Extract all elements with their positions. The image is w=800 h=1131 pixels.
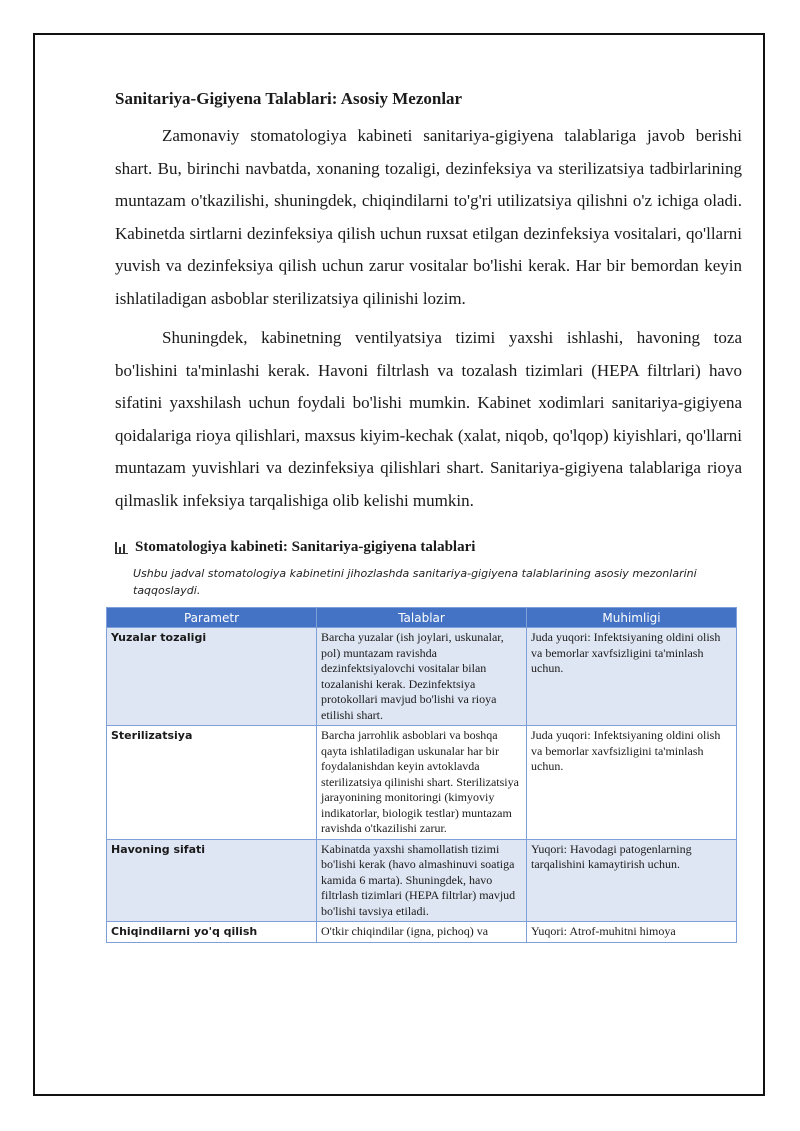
- cell-parametr: Yuzalar tozaligi: [107, 628, 317, 726]
- cell-talablar: Kabinatda yaxshi shamollatish tizimi bo'lishi kerak (havo almashinuvi soatiga kamida 6 marta). Shuningdek, havo filtrlash tizimlari (HEPA filtrlar) mavjud bo'lishi tavsiya etiladi.: [317, 839, 527, 922]
- cell-parametr: Havoning sifati: [107, 839, 317, 922]
- cell-muhimligi: Juda yuqori: Infektsiyaning oldini olish va bemorlar xavfsizligini ta'minlash uchun.: [527, 726, 737, 840]
- header-muhimligi: Muhimligi: [527, 608, 737, 628]
- cell-talablar: Barcha yuzalar (ish joylari, uskunalar, pol) muntazam ravishda dezinfektsiyalovchi vositalar bilan tozalanishi kerak. Dezinfektsiya protokollari mavjud bo'lishi va rioya etilishi shart.: [317, 628, 527, 726]
- cell-muhimligi: Yuqori: Havodagi patogenlarning tarqalishini kamaytirish uchun.: [527, 839, 737, 922]
- paragraph-1: Zamonaviy stomatologiya kabineti sanitariya-gigiyena talablariga javob berishi shart. Bu, birinchi navbatda, xonaning tozaligi, dezinfeksiya va sterilizatsiya tadbirlarining muntazam o'tkazilishi, shuningdek, chiqindilarni to'g'ri utilizatsiya qilishni o'z ichiga oladi. Kabinetda sirtlarni dezinfeksiya qilish uchun ruxsat etilgan dezinfeksiya vositalari, qo'llarni yuvish va dezinfeksiya qilish uchun zarur vositalar bo'lishi kerak. Har bir bemordan keyin ishlatiladigan asboblar sterilizatsiya qilinishi lozim.: [115, 126, 742, 308]
- document-content: [111, 88, 742, 943]
- table-row: [107, 922, 737, 943]
- cell-parametr: Chiqindilarni yo'q qilish: [107, 922, 317, 943]
- cell-parametr: Sterilizatsiya: [107, 726, 317, 840]
- table-row: [107, 839, 737, 922]
- table-title-row: [115, 539, 742, 556]
- table-title: Stomatologiya kabineti: Sanitariya-gigiyena talablari: [135, 539, 476, 555]
- cell-muhimligi: Yuqori: Atrof-muhitni himoya: [527, 922, 737, 943]
- cell-muhimligi: Juda yuqori: Infektsiyaning oldini olish va bemorlar xavfsizligini ta'minlash uchun.: [527, 628, 737, 726]
- table-caption: Ushbu jadval stomatologiya kabinetini jihozlashda sanitariya-gigiyena talablarining asosiy mezonlarini taqqoslaydi.: [133, 567, 697, 597]
- table-row: [107, 726, 737, 840]
- table-row: [107, 628, 737, 726]
- requirements-table: [106, 607, 737, 943]
- header-parametr: Parametr: [107, 608, 317, 628]
- bar-chart-icon: [115, 542, 129, 554]
- paragraph-2: Shuningdek, kabinetning ventilyatsiya tizimi yaxshi ishlashi, havoning toza bo'lishini ta'minlashi kerak. Havoni filtrlash va tozalash tizimlari (HEPA filtrlari) havo sifatini yaxshilash uchun foydali bo'lishi mumkin. Kabinet xodimlari sanitariya-gigiyena qoidalariga rioya qilishlari, maxsus kiyim-kechak (xalat, niqob, qo'lqop) kiyishlari, qo'llarni muntazam yuvishlari va dezinfeksiya qilishlari shart. Sanitariya-gigiyena talablariga rioya qilmaslik infeksiya tarqalishiga olib kelishi mumkin.: [115, 328, 742, 510]
- section-heading: Sanitariya-Gigiyena Talablari: Asosiy Mezonlar: [115, 89, 463, 108]
- cell-talablar: O'tkir chiqindilar (igna, pichoq) va: [317, 922, 527, 943]
- cell-talablar: Barcha jarrohlik asboblari va boshqa qayta ishlatiladigan uskunalar har bir foydalanishdan keyin avtoklavda sterilizatsiya qilinishi shart. Sterilizatsiya jarayonining monitoringi (kimyoviy indikatorlar, biologik testlar) muntazam ravishda o'tkazilishi zarur.: [317, 726, 527, 840]
- header-talablar: Talablar: [317, 608, 527, 628]
- table-header-row: [107, 608, 737, 628]
